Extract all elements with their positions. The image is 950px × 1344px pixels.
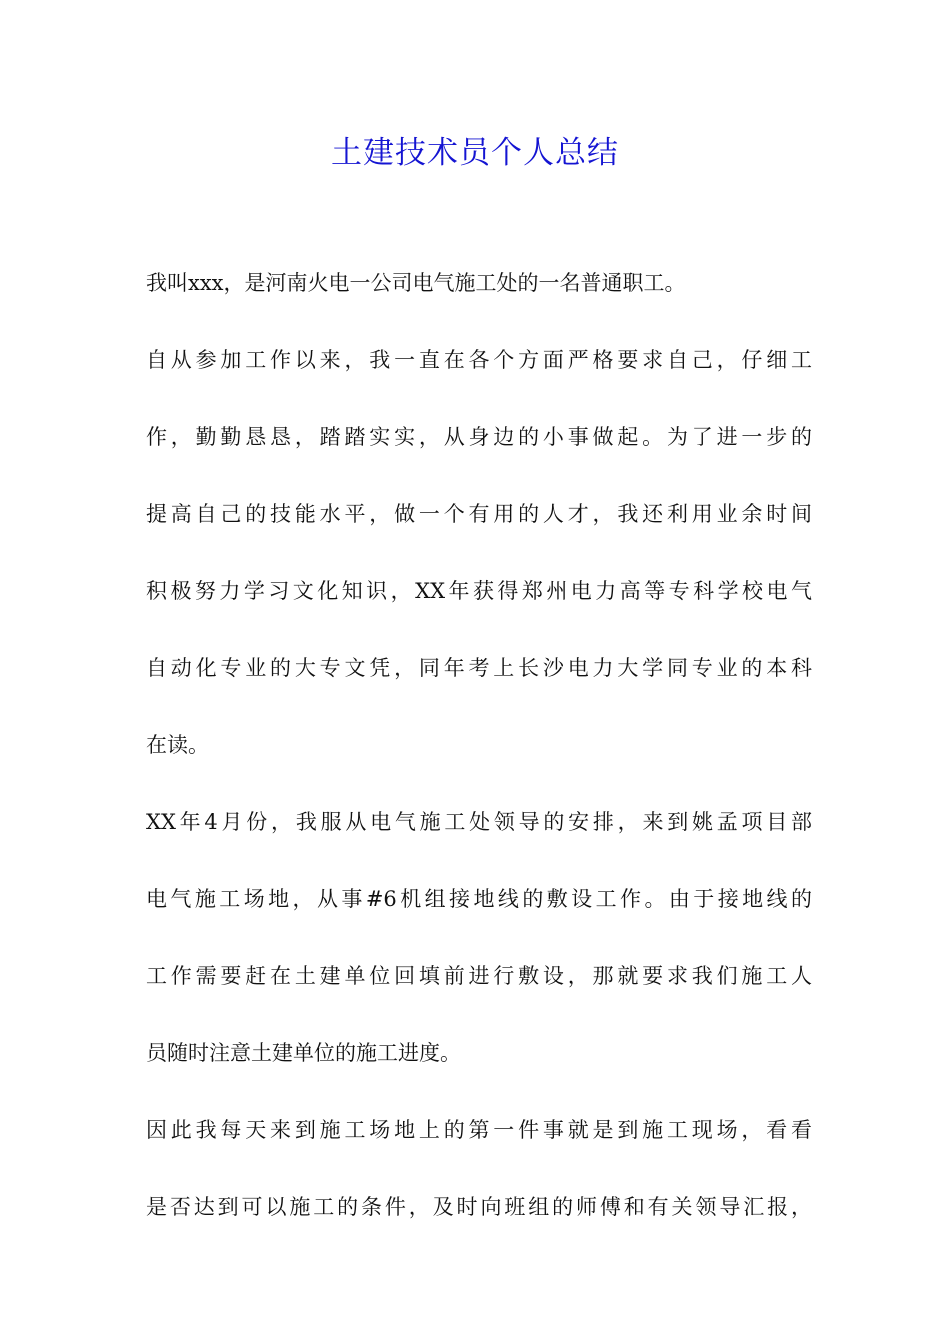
document-body [146,264,812,1265]
body-line-5: 积极努力学习文化知识，XX年获得郑州电力高等专科学校电气 [146,579,812,603]
body-line-11: 员随时注意土建单位的施工进度。 [146,1041,461,1065]
body-line-8: XX年4月份，我服从电气施工处领导的安排，来到姚孟项目部 [146,810,812,834]
body-line-3: 作，勤勤恳恳，踏踏实实，从身边的小事做起。为了进一步的 [146,425,812,449]
body-line-1: 我叫xxx，是河南火电一公司电气施工处的一名普通职工。 [146,271,686,295]
document-title: 土建技术员个人总结 [331,135,619,171]
body-line-13: 是否达到可以施工的条件，及时向班组的师傅和有关领导汇报， [146,1195,812,1219]
body-line-7: 在读。 [146,733,209,757]
body-line-10: 工作需要赶在土建单位回填前进行敷设，那就要求我们施工人 [146,964,812,988]
body-line-12: 因此我每天来到施工场地上的第一件事就是到施工现场，看看 [146,1118,812,1142]
body-line-6: 自动化专业的大专文凭，同年考上长沙电力大学同专业的本科 [146,656,812,680]
body-line-9: 电气施工场地，从事#6机组接地线的敷设工作。由于接地线的 [146,887,812,911]
body-line-2: 自从参加工作以来，我一直在各个方面严格要求自己，仔细工 [146,348,812,372]
body-line-4: 提高自己的技能水平，做一个有用的人才，我还利用业余时间 [146,502,812,526]
